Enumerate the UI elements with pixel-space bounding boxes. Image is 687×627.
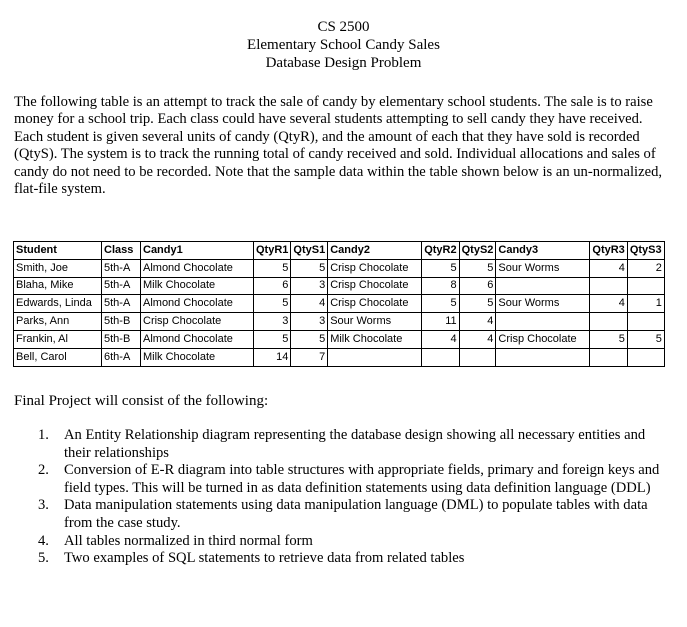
list-item-text: An Entity Relationship diagram representing the database design showing all necessary entities and their relationships (64, 427, 646, 461)
table-cell: 5 (627, 330, 664, 348)
table-row (14, 313, 665, 331)
table-cell: 5th-A (102, 259, 141, 277)
table-cell: Blaha, Mike (14, 277, 102, 295)
table-cell (627, 348, 664, 366)
candy-sales-table (13, 241, 665, 367)
final-project-title: Final Project will consist of the following: (14, 393, 269, 409)
list-item-number: 4. (38, 532, 49, 549)
course-code: CS 2500 (317, 19, 370, 35)
table-cell (496, 348, 590, 366)
table-cell: 4 (459, 330, 496, 348)
column-header: QtyS1 (291, 242, 328, 260)
column-header: Candy1 (141, 242, 254, 260)
table-cell: 4 (291, 295, 328, 313)
table-cell (422, 348, 459, 366)
table-cell: 3 (291, 277, 328, 295)
table-cell: 1 (627, 295, 664, 313)
table-cell: 5 (254, 330, 291, 348)
table-cell: 3 (291, 313, 328, 331)
column-header: QtyR3 (590, 242, 627, 260)
column-header: Class (102, 242, 141, 260)
table-cell (459, 348, 496, 366)
document-title: Elementary School Candy Sales (247, 37, 440, 53)
table-cell: Crisp Chocolate (328, 295, 422, 313)
column-header: QtyS2 (459, 242, 496, 260)
table-cell: 5 (459, 295, 496, 313)
list-item-text: Two examples of SQL statements to retrieve data from related tables (64, 550, 465, 567)
list-item (0, 533, 668, 551)
list-item (0, 497, 668, 532)
table-cell: 5th-B (102, 313, 141, 331)
table-cell: 5th-B (102, 330, 141, 348)
table-cell (590, 348, 627, 366)
table-cell: 7 (291, 348, 328, 366)
table-cell: Frankin, Al (14, 330, 102, 348)
list-item-number: 5. (38, 550, 49, 567)
list-item-text: Data manipulation statements using data manipulation language (DML) to populate tables with data from the case study. (64, 497, 648, 531)
table-cell: 14 (254, 348, 291, 366)
table-cell: 11 (422, 313, 459, 331)
table-cell: 4 (590, 259, 627, 277)
column-header: Student (14, 242, 102, 260)
list-item (0, 427, 668, 462)
table-cell: Almond Chocolate (141, 259, 254, 277)
column-header: QtyR2 (422, 242, 459, 260)
list-item-number: 3. (38, 497, 49, 514)
table-cell: 6th-A (102, 348, 141, 366)
table-cell: Edwards, Linda (14, 295, 102, 313)
table-cell: Crisp Chocolate (328, 259, 422, 277)
table-cell: Bell, Carol (14, 348, 102, 366)
table-cell: Milk Chocolate (141, 277, 254, 295)
table-cell: Crisp Chocolate (328, 277, 422, 295)
intro-paragraph: The following table is an attempt to track the sale of candy by elementary school students. The sale is to raise money for a school trip. Each class could have several students attempting to sell candy they have received. Each student is given several units of candy (QtyR), and the amount of each that they have sold is recorded (QtyS). The system is to track the running total of candy received and sold. Individual allocations and sales of candy do not need to be recorded. Note that the sample data within the table shown below is an un-normalized, flat-file system. (14, 94, 663, 198)
table-row (14, 277, 665, 295)
table-cell: 5 (459, 259, 496, 277)
table-cell: Parks, Ann (14, 313, 102, 331)
document-header (0, 18, 687, 72)
table-cell: 2 (627, 259, 664, 277)
table-cell (496, 277, 590, 295)
table-cell: Milk Chocolate (328, 330, 422, 348)
list-item-text: All tables normalized in third normal form (64, 532, 313, 549)
table-cell: Milk Chocolate (141, 348, 254, 366)
table-cell (627, 313, 664, 331)
table-cell: 5 (422, 295, 459, 313)
table-cell: Smith, Joe (14, 259, 102, 277)
list-item (0, 550, 668, 568)
document-subtitle: Database Design Problem (265, 55, 422, 71)
table-cell: 5 (291, 259, 328, 277)
table-cell (328, 348, 422, 366)
table-cell: 8 (422, 277, 459, 295)
table-cell: 5 (254, 295, 291, 313)
table-cell: 5 (422, 259, 459, 277)
table-cell (627, 277, 664, 295)
table-cell: Almond Chocolate (141, 295, 254, 313)
table-cell: Sour Worms (328, 313, 422, 331)
table-row (14, 259, 665, 277)
table-cell: 5 (590, 330, 627, 348)
table-row (14, 330, 665, 348)
table-cell: 6 (254, 277, 291, 295)
list-item-text: Conversion of E-R diagram into table structures with appropriate fields, primary and foreign keys and field types. This will be turned in as data definition statements using data definition language (DDL) (64, 462, 660, 496)
table-cell: 6 (459, 277, 496, 295)
table-cell: 5th-A (102, 295, 141, 313)
table-cell: 3 (254, 313, 291, 331)
table-cell: Sour Worms (496, 295, 590, 313)
column-header: Candy2 (328, 242, 422, 260)
table-cell: 5th-A (102, 277, 141, 295)
table-cell: 4 (422, 330, 459, 348)
list-item-number: 2. (38, 462, 49, 479)
column-header: Candy3 (496, 242, 590, 260)
table-cell (496, 313, 590, 331)
column-header: QtyS3 (627, 242, 664, 260)
table-cell: Sour Worms (496, 259, 590, 277)
table-cell: 5 (254, 259, 291, 277)
table-cell: Almond Chocolate (141, 330, 254, 348)
table-cell: Crisp Chocolate (141, 313, 254, 331)
table-header-row (14, 242, 665, 260)
table-cell: 4 (459, 313, 496, 331)
list-item-number: 1. (38, 427, 49, 443)
table-row (14, 348, 665, 366)
table-row (14, 295, 665, 313)
table-cell: 4 (590, 295, 627, 313)
column-header: QtyR1 (254, 242, 291, 260)
table-cell (590, 277, 627, 295)
table-cell (590, 313, 627, 331)
table-cell: 5 (291, 330, 328, 348)
list-item (0, 462, 668, 497)
final-project-list (0, 427, 668, 568)
table-cell: Crisp Chocolate (496, 330, 590, 348)
